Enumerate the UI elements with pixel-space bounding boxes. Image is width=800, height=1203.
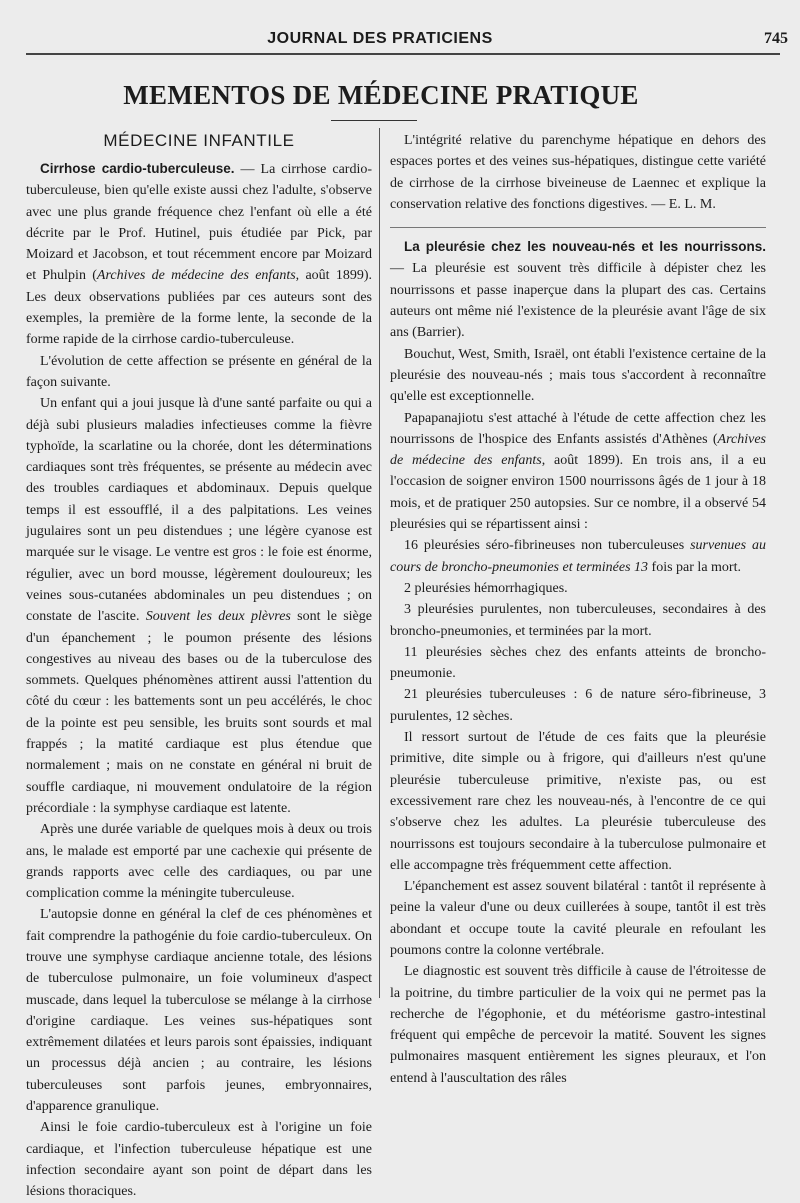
running-head [0, 28, 800, 52]
article-paragraph: L'autopsie donne en général la clef de ces phénomènes et fait comprendre la pathogénie du foie cardio-tuberculeux. On trouve une symphyse cardiaque ancienne totale, des lésions de tuberculose pulmonaire, un foie volumineux d'aspect muscade, dans lequel la tuberculose se mélange à la cirrhose d'origine cardiaque. Les veines sus-hépatiques sont extrêmement dilatées et leurs parois sont épaissies, indiquant un processus déjà ancien ; au contraire, les lésions tuberculeuses sont parfois jeunes, embryonnaires, d'apparence granulique. [26, 907, 372, 1115]
list-item: 11 pleurésies sèches chez des enfants atteints de broncho-pneumonie. [390, 644, 766, 682]
article-paragraph: L'épanchement est assez souvent bilatéral : tantôt il représente à peine la valeur d'une ou deux cuillerées à soupe, tantôt il est très abondant et occupe toute la cavité pleurale en refoulant les poumons contre la colonne vertébrale. [390, 879, 766, 958]
article-paragraph: Il ressort surtout de l'étude de ces faits que la pleurésie primitive, dite simple ou à frigore, qui d'ailleurs n'est qu'une pleurésie tuberculeuse primitive, n'existe pas, ou est excessivement rare chez les nouveau-nés, à l'encontre de ce qui s'observe chez les adultes. La pleurésie tuberculeuse des nourrissons est toujours secondaire à la tuberculose pulmonaire et elle accompagne très fréquemment cette affection. [390, 730, 766, 873]
article-paragraph: Cirrhose cardio-tuberculeuse. — La cirrhose cardio-tuberculeuse, bien qu'elle existe aussi chez l'adulte, s'observe avec une plus grande fréquence chez l'enfant où elle a été décrite par le Prof. Hutinel, puis étudiée par Pick, par Moizard et Jacobson, et tout récemment encore par Moizard et Phulpin (Archives de médecine des enfants, août 1899). Les deux observations publiées par ces auteurs sont des exemples, la première de la forme lente, la seconde de la forme rapide de la cirrhose cardio-tuberculeuse. [26, 161, 372, 348]
article-title: Cirrhose cardio-tuberculeuse. [40, 161, 235, 176]
left-column [26, 130, 372, 1203]
article-paragraph: L'intégrité relative du parenchyme hépatique en dehors des espaces portes et des veines sus-hépatiques, distingue cette variété de cirrhose de la cirrhose biveineuse de Laennec et explique la conservation relative des fonctions digestives. — E. L. M. [390, 133, 766, 212]
article-paragraph: Après une durée variable de quelques mois à deux ou trois ans, le malade est emporté par une cachexie qui présente de grands rapports avec celle des cardiaques, ou par une complication comme la méningite tuberculeuse. [26, 822, 372, 902]
article-paragraph: Papapanajiotu s'est attaché à l'étude de cette affection chez les nourrissons de l'hospice des Enfants assistés d'Athènes (Archives de médecine des enfants, août 1899). En trois ans, il a eu l'occasion de soigner environ 1500 nourrissons âgés de 1 jour à 18 mois, et de pratiquer 250 autopsies. Sur ce nombre, il a observé 54 pleurésies qui se répartissent ainsi : [390, 410, 766, 533]
article-paragraph: L'évolution de cette affection se présente en général de la façon suivante. [26, 353, 372, 390]
list-item: 2 pleurésies hémorrhagiques. [404, 580, 568, 596]
article-paragraph: La pleurésie chez les nouveau-nés et les nourrissons. — La pleurésie est souvent très difficile à dépister chez les nourrissons et passe inaperçue dans la plupart des cas. Certains auteurs ont même nié l'existence de la pleurésie avant l'âge de six ans (Barrier). [390, 239, 766, 341]
list-item: 21 pleurésies tuberculeuses : 6 de nature séro-fibrineuse, 3 purulentes, 12 sèches. [390, 687, 766, 724]
list-item: 3 pleurésies purulentes, non tuberculeuses, secondaires à des broncho-pneumonies, et terminées par la mort. [390, 602, 766, 639]
header-rule [26, 53, 780, 55]
article-paragraph: Ainsi le foie cardio-tuberculeux est à l'origine un foie cardiaque, et l'infection tuberculeuse hépatique est une infection secondaire ayant son point de départ dans les lésions thoraciques. [26, 1120, 372, 1200]
article-separator [390, 227, 766, 228]
article-title: La pleurésie chez les nouveau-nés et les nourrissons. [404, 239, 766, 255]
list-item: 16 pleurésies séro-fibrineuses non tuberculeuses survenues au cours de broncho-pneumonies et terminées 13 fois par la mort. [390, 538, 766, 575]
title-rule [331, 120, 417, 121]
article-paragraph: Bouchut, West, Smith, Israël, ont établi l'existence certaine de la pleurésie des nouveau-nés ; mais tous s'accordent à reconnaître qu'elle est exceptionnelle. [390, 346, 766, 405]
column-divider [379, 128, 380, 998]
right-column [390, 130, 766, 1089]
page-number: 745 [764, 30, 788, 47]
journal-title: JOURNAL DES PRATICIENS [267, 30, 493, 47]
article-paragraph: Un enfant qui a joui jusque là d'une santé parfaite ou qui a déjà subi plusieurs maladies infectieuses comme la fièvre typhoïde, la scarlatine ou la chorée, dont les déterminations cardiaques sont très fréquentes, se présente au médecin avec des troubles cardiaques et abdominaux. Depuis quelque temps il est essoufflé, il a des palpitations. Les veines jugulaires sont un peu distendues ; une légère cyanose est marquée sur le visage. Le ventre est gros : le foie est énorme, régulier, avec un bord mousse, légèrement douloureux; les veines sous-cutanées abdominales un peu distendues ; on constate de l'ascite. Souvent les deux plèvres sont le siège d'un épanchement ; le poumon présente des lésions congestives au niveau des bases ou de la tuberculose des sommets. Quelques phénomènes attirent aussi l'attention du côté du cœur : les battements sont un peu accélérés, le choc de la pointe est peu sensible, les bruits sont sourds et mal frappés ; la matité cardiaque est plus étendue que normalement ; mais on ne constate en général ni bruit de souffle cardiaque, ni mouvement ondulatoire de la région précordiale : la symphyse cardiaque est latente. [26, 396, 372, 816]
article-paragraph: Le diagnostic est souvent très difficile à cause de l'étroitesse de la poitrine, du timbre particulier de la voix qui ne permet pas la recherche de l'égophonie, et du météorisme gastro-intestinal fréquent qui empêche de percevoir la matité. Souvent les signes pulmonaires masquent entièrement les signes pleuraux, et l'on entend à l'auscultation des râles [390, 964, 766, 1086]
page-title: MEMENTOS DE MÉDECINE PRATIQUE [123, 80, 639, 110]
section-heading: MÉDECINE INFANTILE [103, 131, 295, 150]
